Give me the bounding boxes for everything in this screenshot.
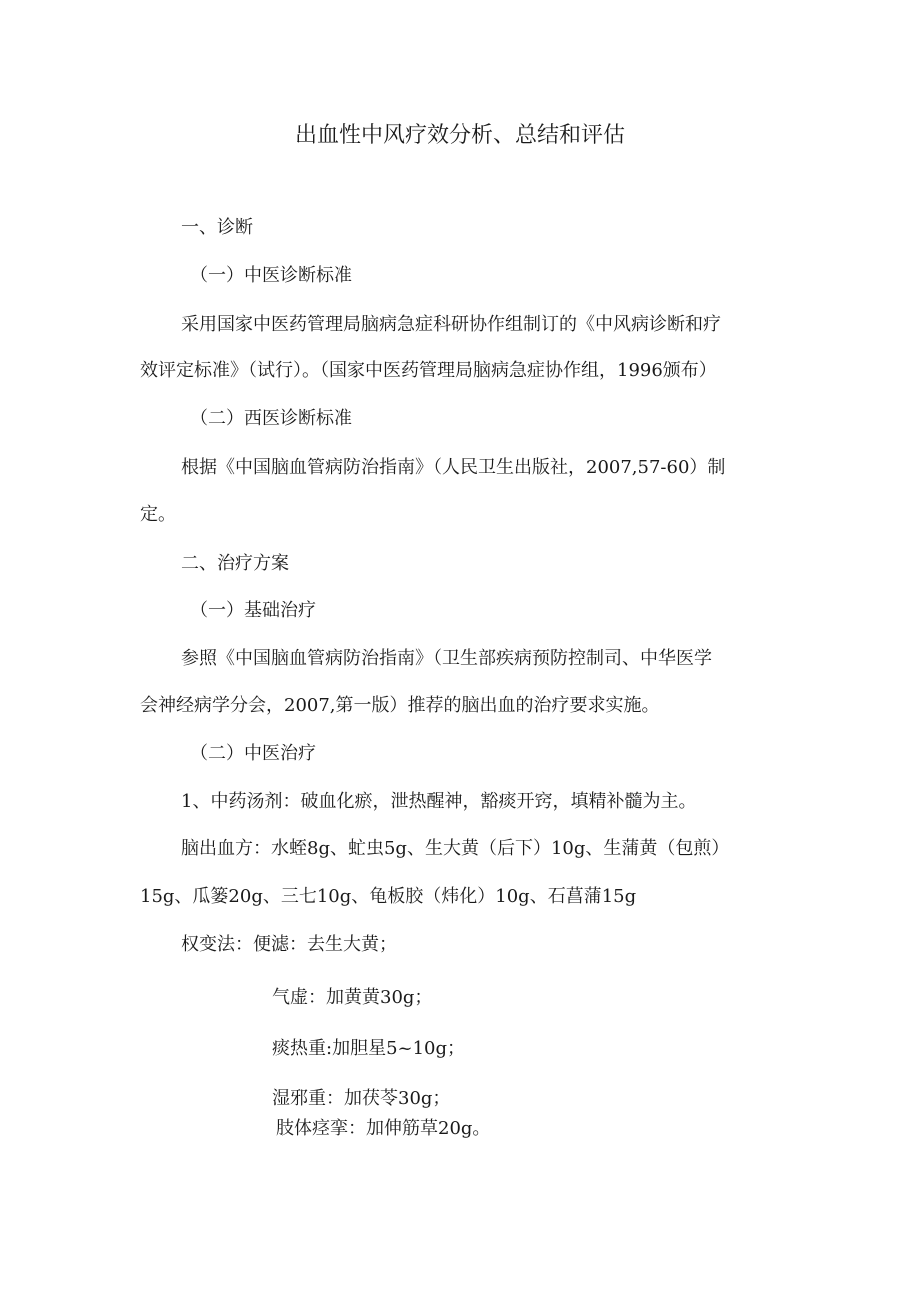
section-heading-treatment-plan: 二、治疗方案 [181, 553, 289, 574]
subheading-basic-treatment: （一）基础治疗 [190, 600, 316, 621]
section-heading-diagnosis: 一、诊断 [181, 217, 253, 238]
paragraph-line: 15g、瓜篓20g、三七10g、龟板胶（炜化）10g、石菖蒲15g [140, 886, 637, 907]
document-title: 出血性中风疗效分析、总结和评估 [294, 123, 625, 148]
paragraph-line: 采用国家中医药管理局脑病急症科研协作组制订的《中风病诊断和疗 [181, 314, 721, 335]
paragraph-line: 参照《中国脑血管病防治指南》（卫生部疾病预防控制司、中华医学 [181, 648, 712, 669]
indented-line: 气虚：加黄黄30g； [272, 987, 433, 1008]
indented-line: 肢体痉挛：加伸筋草20g。 [276, 1118, 491, 1139]
paragraph-line: 会神经病学分会，2007,第一版）推荐的脑出血的治疗要求实施。 [140, 695, 660, 716]
subheading-tcm-diagnosis-criteria: （一）中医诊断标准 [190, 265, 352, 286]
paragraph-line: 定。 [140, 504, 176, 525]
paragraph-line: 权变法：便滤：去生大黄； [181, 934, 397, 955]
subheading-tcm-treatment: （二）中医治疗 [190, 743, 316, 764]
indented-line: 湿邪重：加茯苓30g； [272, 1088, 451, 1109]
indented-line: 痰热重:加胆星5~10g； [272, 1038, 466, 1059]
paragraph-line: 1、中药汤剂：破血化瘀，泄热醒神，豁痰开窍，填精补髓为主。 [181, 791, 697, 812]
paragraph-line: 根据《中国脑血管病防治指南》（人民卫生出版社，2007,57-60）制 [181, 457, 726, 478]
paragraph-line: 效评定标准》（试行）。（国家中医药管理局脑病急症协作组，1996颁布） [140, 360, 717, 381]
paragraph-line: 脑出血方：水蛭8g、虻虫5g、生大黄（后下）10g、生蒲黄（包煎） [181, 838, 730, 859]
subheading-western-diagnosis-criteria: （二）西医诊断标准 [190, 408, 352, 429]
